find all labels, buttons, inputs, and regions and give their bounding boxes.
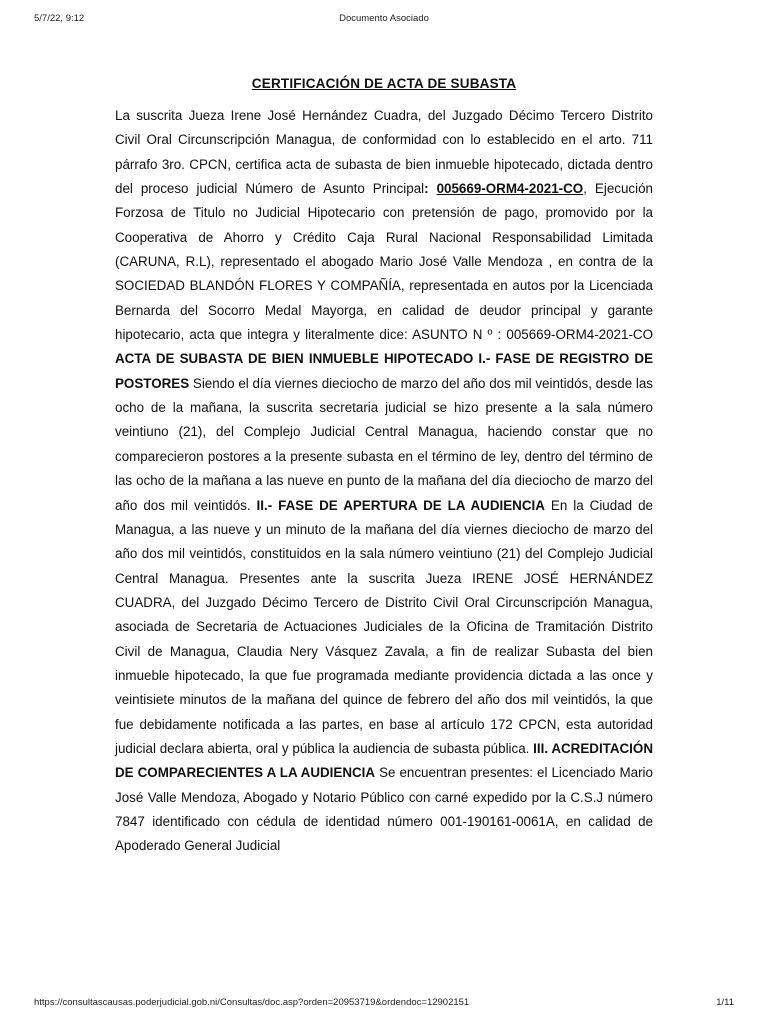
body-text-registro: Siendo el día viernes dieciocho de marzo del año dos mil veintidós, desde las ocho de la mañana, la suscrita secretaria judicial se hizo presente a la sala número veintiuno (21), del Complejo Judicial Central Managua, haciendo constar que no comparecieron postores a la presente subasta en el término de ley, dentro del término de las ocho de la mañana a las nueve en punto de la mañana del día dieciocho de marzo del año dos mil veintidós. (115, 375, 653, 513)
colon-mark: : (424, 181, 429, 197)
case-number: 005669-ORM4-2021-CO (436, 181, 584, 197)
document-body (115, 104, 653, 859)
page-number: 1/11 (716, 997, 734, 1008)
section-heading-apertura: II.- FASE DE APERTURA DE LA AUDIENCIA (256, 497, 545, 513)
section-heading-registro: ACTA DE SUBASTA DE BIEN INMUEBLE HIPOTECADO I.- FASE DE REGISTRO DE POSTORES (115, 351, 653, 391)
body-text-parties: , Ejecución Forzosa de Titulo no Judicial Hipotecario con pretensión de pago, promovido por la Cooperativa de Ahorro y Crédito Caja Rural Nacional Responsabilidad Limitada (CARUNA, R.L), representado el abogado Mario José Valle Mendoza , en contra de la SOCIEDAD BLANDÓN FLORES Y COMPAÑÍA, representada en autos por la Licenciada Bernarda del Socorro Medal Mayorga, en calidad de deudor principal y garante hipotecario, acta que integra y literalmente dice: ASUNTO N º : 005669-ORM4-2021-CO (115, 181, 653, 343)
source-url: https://consultascausas.poderjudicial.gob.ni/Consultas/doc.asp?orden=20953719&ordendoc=12902151 (34, 997, 470, 1008)
body-text-acreditacion: Se encuentran presentes: el Licenciado Mario José Valle Mendoza, Abogado y Notario Público con carné expedido por la C.S.J número 7847 identificado con cédula de identidad número 001-190161-0061A, en calidad de Apoderado General Judicial (115, 765, 653, 854)
body-paragraph (115, 104, 653, 859)
body-text-apertura: En la Ciudad de Managua, a las nueve y un minuto de la mañana del día viernes dieciocho de marzo del año dos mil veintidós, constituidos en la sala número veintiuno (21) del Complejo Judicial Central Managua. Presentes ante la suscrita Jueza IRENE JOSÉ HERNÁNDEZ CUADRA, del Juzgado Décimo Tercero de Distrito Civil Oral Circunscripción Managua, asociada de Secretaria de Actuaciones Judiciales de la Oficina de Tramitación Distrito Civil de Managua, Claudia Nery Vásquez Zavala, a fin de realizar Subasta del bien inmueble hipotecado, la que fue programada mediante providencia dictada a las once y veintisiete minutos de la mañana del quince de febrero del año dos mil veintidós, la que fue debidamente notificada a las partes, en base al artículo 172 CPCN, esta autoridad judicial declara abierta, oral y pública la audiencia de subasta pública. (115, 497, 653, 756)
body-text-intro: La suscrita Jueza Irene José Hernández Cuadra, del Juzgado Décimo Tercero Distrito Civil Oral Circunscripción Managua, de conformidad con lo establecido en el arto. 711 párrafo 3ro. CPCN, certifica acta de subasta de bien inmueble hipotecado, dictada dentro del proceso judicial Número de Asunto Principal (115, 108, 653, 197)
print-date: 5/7/22, 9:12 (34, 13, 85, 24)
print-title: Documento Asociado (339, 13, 429, 24)
document-title: CERTIFICACIÓN DE ACTA DE SUBASTA (251, 76, 517, 91)
section-heading-acreditacion: III. ACREDITACIÓN DE COMPARECIENTES A LA AUDIENCIA (115, 740, 653, 781)
